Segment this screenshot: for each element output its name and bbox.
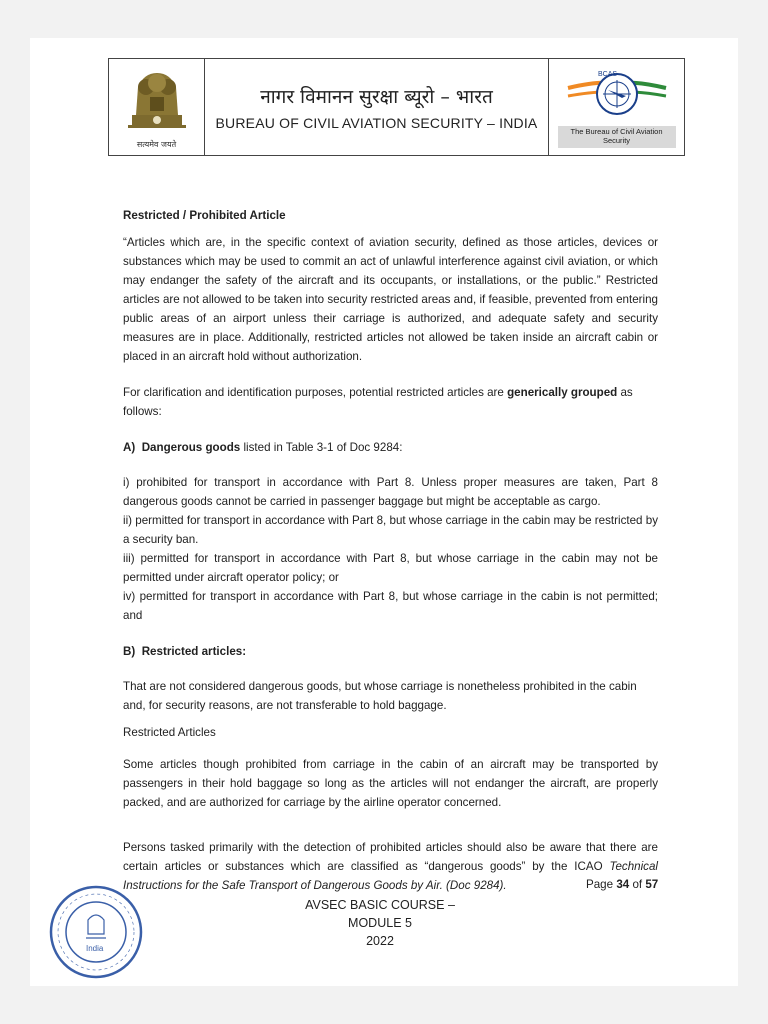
page-prefix: Page xyxy=(586,878,617,891)
a-item-1: i) prohibited for transport in accordance with Part 8. Unless proper measures are taken, Part 8 dangerous goods cannot be carried in passenger baggage but might be acceptable as cargo. xyxy=(123,476,658,508)
grouping-text-1: For clarification and identification purposes, potential restricted articles are xyxy=(123,386,508,399)
hindi-title: नागर विमानन सुरक्षा ब्यूरो – भारत xyxy=(260,86,493,108)
section-title: Restricted / Prohibited Article xyxy=(123,209,286,222)
course-footer xyxy=(280,896,480,950)
bcas-logo-text: BCAS xyxy=(597,71,617,79)
title-cell xyxy=(205,59,549,155)
ashoka-emblem-icon xyxy=(122,65,192,137)
page-of: of xyxy=(629,878,646,891)
english-title: BUREAU OF CIVIL AVIATION SECURITY – INDIA xyxy=(215,115,538,131)
persons-text: Persons tasked primarily with the detection of prohibited articles should also be aware that there are certain articles or substances which are classified as “dangerous goods” by the ICAO xyxy=(123,841,658,873)
item-a-bold: Dangerous goods xyxy=(141,441,241,454)
bcas-logo-icon xyxy=(562,66,672,124)
document-page xyxy=(30,38,738,986)
grouping-paragraph xyxy=(123,383,658,421)
emblem-motto: सत्यमेव जयते xyxy=(136,139,177,149)
item-a-rest: listed in Table 3-1 of Doc 9284: xyxy=(240,441,403,454)
page-current: 34 xyxy=(616,878,630,891)
item-b-bold: Restricted articles: xyxy=(141,645,247,658)
grouping-text-2: as follows: xyxy=(123,386,633,418)
item-b-heading xyxy=(123,642,658,661)
bcas-caption: The Bureau of Civil Aviation Security xyxy=(558,126,676,147)
restricted-subheading: Restricted Articles xyxy=(123,726,216,739)
stamp-text: India xyxy=(86,944,104,953)
course-year: 2022 xyxy=(366,934,394,948)
a-item-2: ii) permitted for transport in accordance with Part 8, but whose carriage in the cabin may be restricted by a security ban. xyxy=(123,514,658,546)
persons-italic: Technical Instructions for the Safe Transport of Dangerous Goods by Air. (Doc 9284). xyxy=(123,860,658,892)
letterhead xyxy=(108,58,685,156)
hold-baggage-paragraph: Some articles though prohibited from carriage in the cabin of an aircraft may be transported by passengers in their hold baggage so long as the articles will not endanger the aircraft, are properly packed, and are authorized for carriage by the airline operator concerned. xyxy=(123,758,658,809)
persons-paragraph xyxy=(123,838,658,895)
course-title: AVSEC BASIC COURSE – MODULE 5 xyxy=(305,898,455,930)
grouping-bold: generically grouped xyxy=(507,386,618,399)
bcas-logo-cell xyxy=(549,59,684,155)
item-b-label: B) xyxy=(123,645,136,658)
page-total: 57 xyxy=(645,878,659,891)
a-item-3: iii) permitted for transport in accordance with Part 8, but whose carriage in the cabin may not be permitted under aircraft operator policy; or xyxy=(123,552,658,584)
b-paragraph: That are not considered dangerous goods, but whose carriage is nonetheless prohibited in the cabin and, for security reasons, are not transferable to hold baggage. xyxy=(123,680,637,712)
training-stamp-icon xyxy=(48,884,144,980)
item-a-heading xyxy=(123,438,658,457)
item-a-label: A) xyxy=(123,441,136,454)
main-content xyxy=(123,206,658,895)
a-item-4: iv) permitted for transport in accordance with Part 8, but whose carriage in the cabin is not permitted; and xyxy=(123,590,658,622)
page-number xyxy=(586,878,658,891)
emblem-cell xyxy=(109,59,205,155)
definition-paragraph: “Articles which are, in the specific context of aviation security, defined as those articles, devices or substances which may be used to commit an act of unlawful interference against civil aviation, or which may endanger the safety of the aircraft and its occupants, or installations, or the public.” Restricted articles are not allowed to be taken into security restricted areas and, if feasible, prevented from entering public areas of an airport unless their carriage is authorized, and adequate safety and security measures are in place. Additionally, restricted articles not allowed be taken inside an aircraft cabin or placed in an aircraft hold without authorization. xyxy=(123,236,658,363)
